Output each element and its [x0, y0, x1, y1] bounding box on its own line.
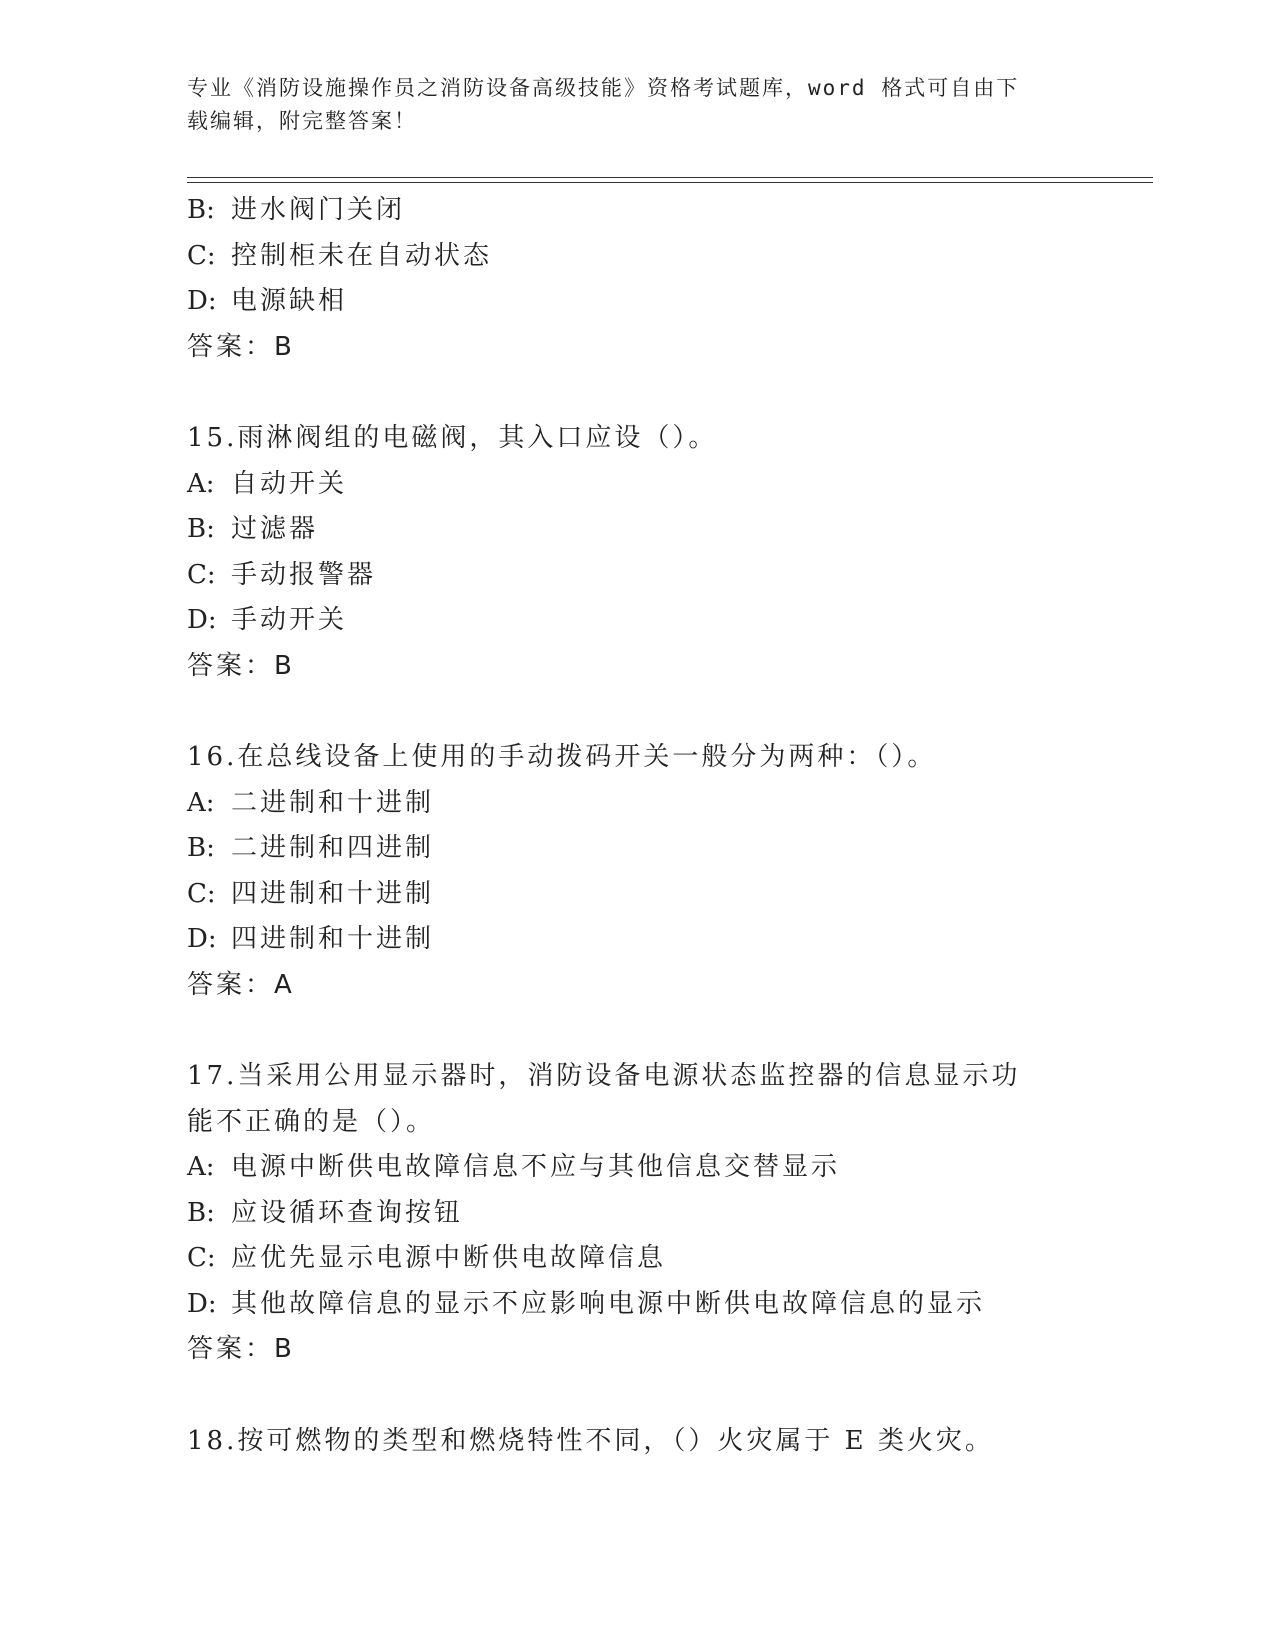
option-text: 应优先显示电源中断供电故障信息 — [231, 1243, 667, 1273]
question-block-17 — [187, 1054, 1087, 1373]
option-text: 自动开关 — [231, 468, 348, 499]
option-text: 其他故障信息的显示不应影响电源中断供电故障信息的显示 — [231, 1288, 986, 1319]
option-letter: D: — [187, 924, 217, 954]
question-stem: 16.在总线设备上使用的手动拨码开关一般分为两种：（）。 — [187, 742, 937, 772]
option-text: 控制柜未在自动状态 — [231, 240, 493, 271]
question-block-14 — [187, 188, 1087, 370]
option-d — [187, 917, 1087, 963]
option-text: 四进制和十进制 — [231, 878, 435, 909]
option-letter: A: — [187, 468, 215, 499]
option-letter: D: — [187, 286, 217, 316]
option-letter: B: — [187, 195, 215, 225]
option-letter: D: — [187, 1288, 217, 1319]
option-letter: C: — [187, 559, 216, 590]
question-block-18 — [187, 1419, 1087, 1465]
option-c — [187, 872, 1087, 918]
option-letter: C: — [187, 1243, 216, 1273]
option-a — [187, 462, 1087, 508]
option-d — [187, 279, 1087, 325]
answer-text: 答案：B — [187, 650, 295, 681]
option-text: 进水阀门关闭 — [231, 195, 406, 225]
option-b — [187, 1191, 1087, 1237]
option-d — [187, 598, 1087, 644]
option-a — [187, 1145, 1087, 1191]
question-list — [187, 188, 1087, 1464]
option-text: 电源缺相 — [231, 286, 348, 316]
option-d — [187, 1282, 1087, 1328]
option-c — [187, 553, 1087, 599]
option-text: 手动报警器 — [231, 559, 377, 590]
option-text: 四进制和十进制 — [231, 924, 435, 954]
option-letter: C: — [187, 240, 216, 271]
document-header — [187, 72, 1067, 138]
header-rule-top — [187, 177, 1153, 178]
answer-text: 答案：B — [187, 331, 295, 362]
answer-text: 答案：B — [187, 1334, 295, 1364]
option-text: 应设循环查询按钮 — [231, 1197, 464, 1228]
option-c — [187, 234, 1087, 280]
option-b — [187, 826, 1087, 872]
option-b — [187, 188, 1087, 234]
option-text: 二进制和十进制 — [231, 787, 435, 818]
option-c — [187, 1236, 1087, 1282]
question-stem: 15.雨淋阀组的电磁阀，其入口应设（）。 — [187, 423, 718, 453]
option-letter: A: — [187, 787, 215, 818]
header-line-2: 载编辑，附完整答案！ — [187, 109, 417, 133]
option-letter: B: — [187, 1197, 215, 1228]
option-letter: D: — [187, 605, 217, 635]
question-stem: 17.当采用公用显示器时，消防设备电源状态监控器的信息显示功能不正确的是（）。 — [187, 1061, 1021, 1137]
option-letter: B: — [187, 833, 215, 863]
question-block-15 — [187, 416, 1087, 689]
question-block-16 — [187, 735, 1087, 1008]
answer-text: 答案：A — [187, 969, 295, 1000]
question-stem: 18.按可燃物的类型和燃烧特性不同，（）火灾属于 E 类火灾。 — [187, 1425, 994, 1456]
option-text: 二进制和四进制 — [231, 833, 435, 863]
option-text: 电源中断供电故障信息不应与其他信息交替显示 — [231, 1152, 841, 1182]
option-letter: C: — [187, 878, 216, 909]
option-letter: B: — [187, 514, 215, 544]
header-rule-bottom — [187, 182, 1153, 183]
option-letter: A: — [187, 1152, 215, 1182]
option-text: 手动开关 — [231, 605, 348, 635]
option-b — [187, 507, 1087, 553]
option-a — [187, 781, 1087, 827]
header-line-1: 专业《消防设施操作员之消防设备高级技能》资格考试题库，word 格式可自由下 — [187, 76, 1020, 100]
option-text: 过滤器 — [231, 514, 319, 544]
